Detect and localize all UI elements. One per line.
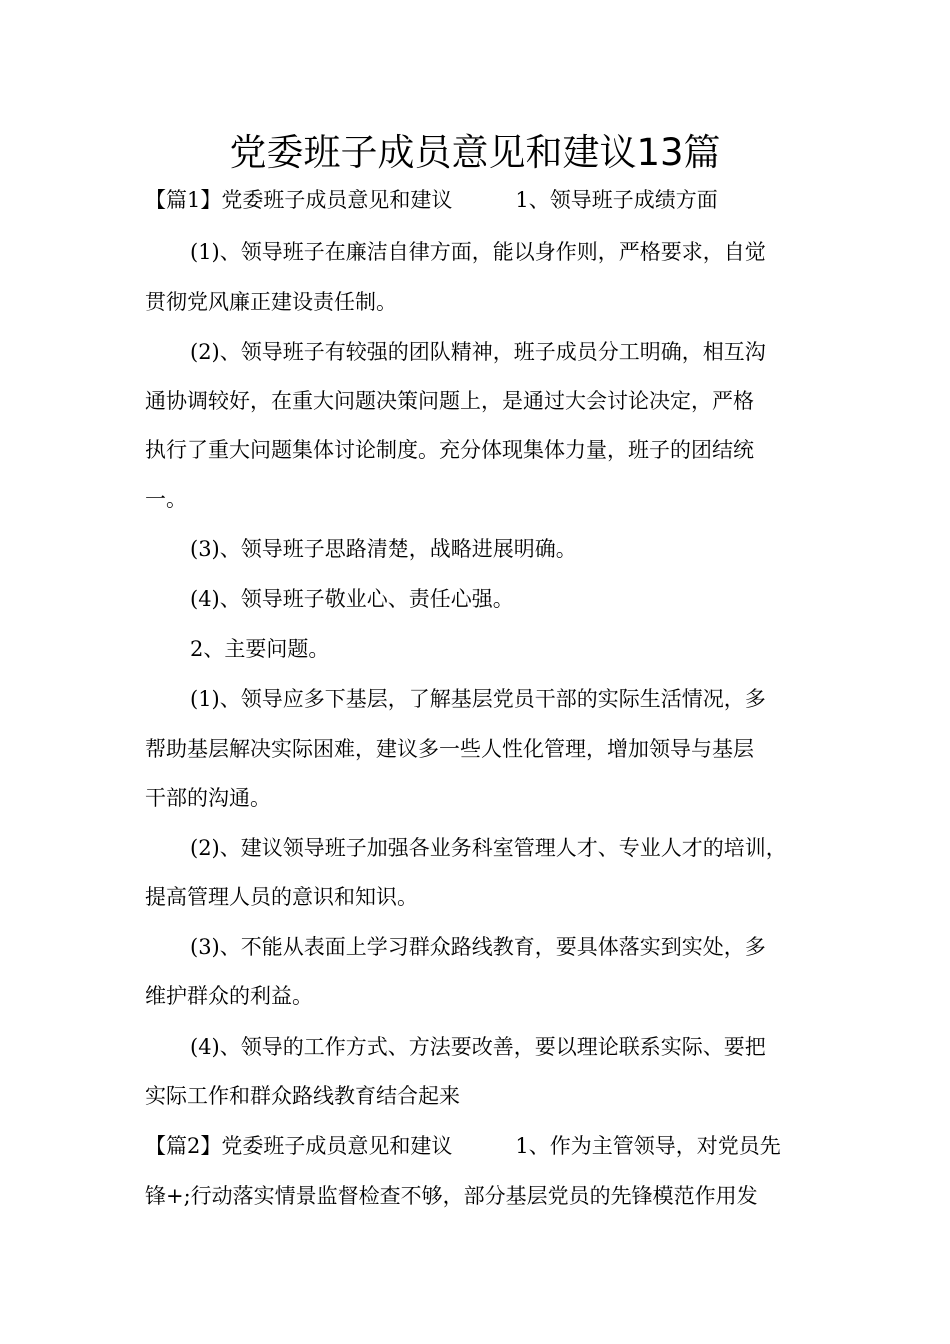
text-line: 执行了重大问题集体讨论制度。充分体现集体力量，班子的团结统 xyxy=(145,438,754,462)
text-line: 帮助基层解决实际困难，建议多一些人性化管理，增加领导与基层 xyxy=(145,737,754,761)
text-line: 锋+;行动落实情景监督检查不够，部分基层党员的先锋模范作用发 xyxy=(145,1184,758,1208)
text-line: (1)、领导班子在廉洁自律方面，能以身作则，严格要求，自觉 xyxy=(190,240,766,264)
text-line: 2、主要问题。 xyxy=(190,637,330,661)
text-line: (2)、建议领导班子加强各业务科室管理人才、专业人才的培训， xyxy=(190,836,787,860)
text-line: 维护群众的利益。 xyxy=(145,984,313,1008)
text-line: 提高管理人员的意识和知识。 xyxy=(145,885,418,909)
text-line: 贯彻党风廉正建设责任制。 xyxy=(145,290,397,314)
text-line-heading-2: 【篇2】党委班子成员意见和建议 1、作为主管领导，对党员先 xyxy=(145,1134,781,1158)
text-line: (2)、领导班子有较强的团队精神，班子成员分工明确，相互沟 xyxy=(190,340,766,364)
document-title: 党委班子成员意见和建议13篇 xyxy=(229,131,721,174)
text-line: (4)、领导班子敬业心、责任心强。 xyxy=(190,587,514,611)
text-line: 一。 xyxy=(145,487,187,511)
text-line: (4)、领导的工作方式、方法要改善，要以理论联系实际、要把 xyxy=(190,1035,766,1059)
text-line: 实际工作和群众路线教育结合起来 xyxy=(145,1084,460,1108)
text-line: 干部的沟通。 xyxy=(145,786,271,810)
text-line: (1)、领导应多下基层，了解基层党员干部的实际生活情况，多 xyxy=(190,687,766,711)
text-line-heading-1: 【篇1】党委班子成员意见和建议 1、领导班子成绩方面 xyxy=(145,188,718,212)
text-line: (3)、领导班子思路清楚，战略进展明确。 xyxy=(190,537,577,561)
text-line: (3)、不能从表面上学习群众路线教育，要具体落实到实处，多 xyxy=(190,935,766,959)
text-line: 通协调较好，在重大问题决策问题上，是通过大会讨论决定，严格 xyxy=(145,389,754,413)
